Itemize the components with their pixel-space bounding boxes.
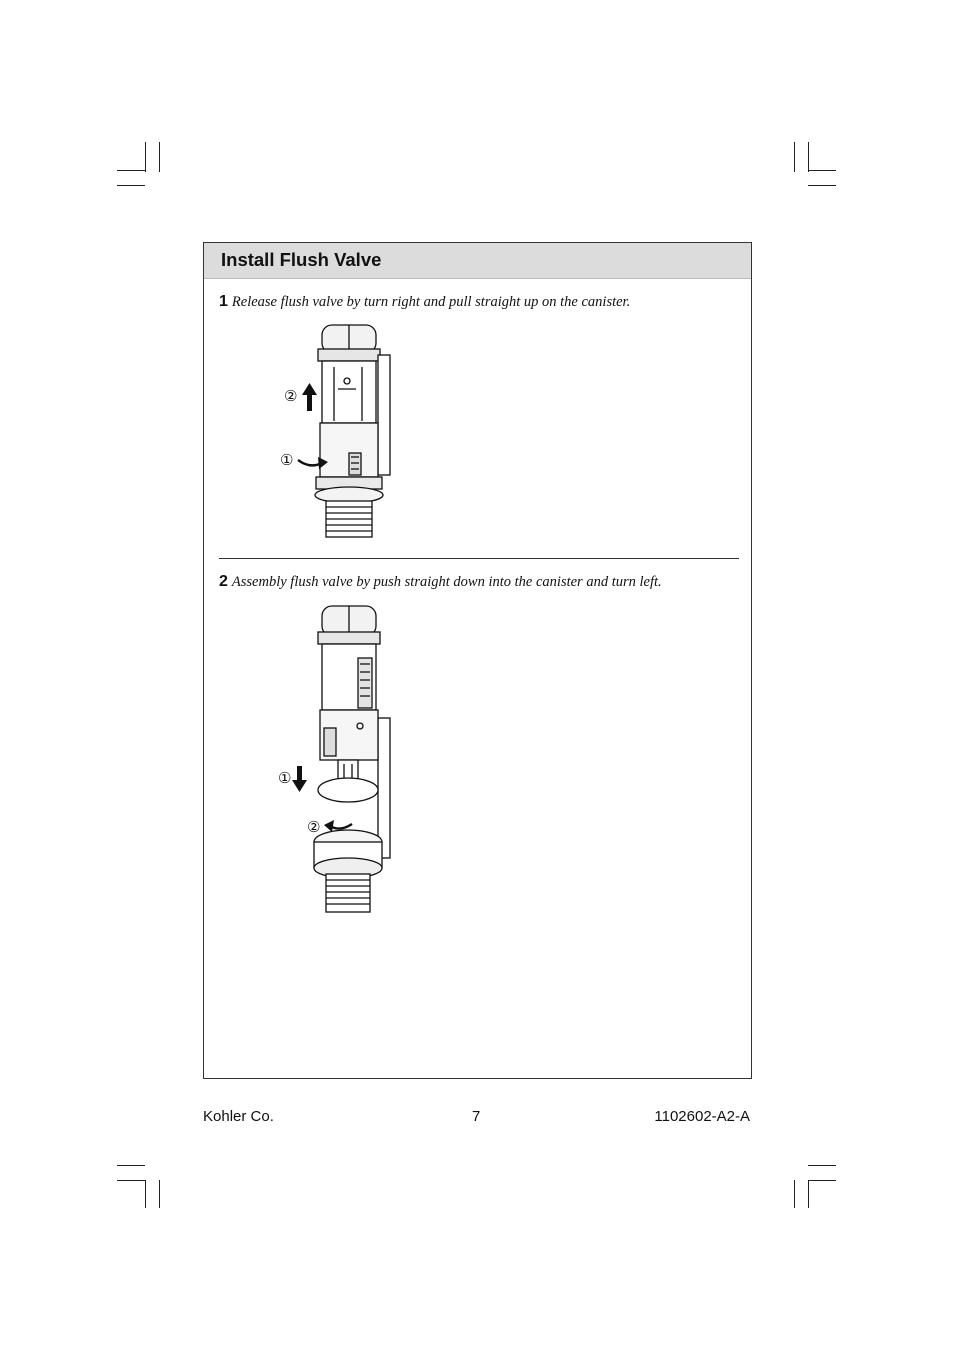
figure-assemble-valve <box>274 598 404 923</box>
section-title: Install Flush Valve <box>221 249 382 270</box>
step-2 <box>219 571 662 591</box>
step-1 <box>219 291 630 311</box>
step-number: 2 <box>219 573 228 590</box>
step-number: 1 <box>219 293 228 310</box>
footer-doc-number: 1102602-A2-A <box>654 1108 750 1125</box>
footer-page-number: 7 <box>472 1108 481 1125</box>
callout-1: ① <box>280 451 294 469</box>
step-text: Assembly flush valve by push straight down into the canister and turn left. <box>231 574 662 590</box>
figure-release-valve <box>274 317 404 547</box>
arrow-down-icon <box>292 766 307 792</box>
step-divider <box>219 558 739 559</box>
instruction-panel <box>203 242 752 1079</box>
arrow-up-icon <box>302 383 317 411</box>
callout-2: ② <box>307 818 321 836</box>
callout-2: ② <box>284 387 298 405</box>
section-header <box>204 243 751 279</box>
callout-1: ① <box>278 769 292 787</box>
footer-company: Kohler Co. <box>203 1108 274 1125</box>
step-text: Release flush valve by turn right and pull straight up on the canister. <box>231 294 631 310</box>
